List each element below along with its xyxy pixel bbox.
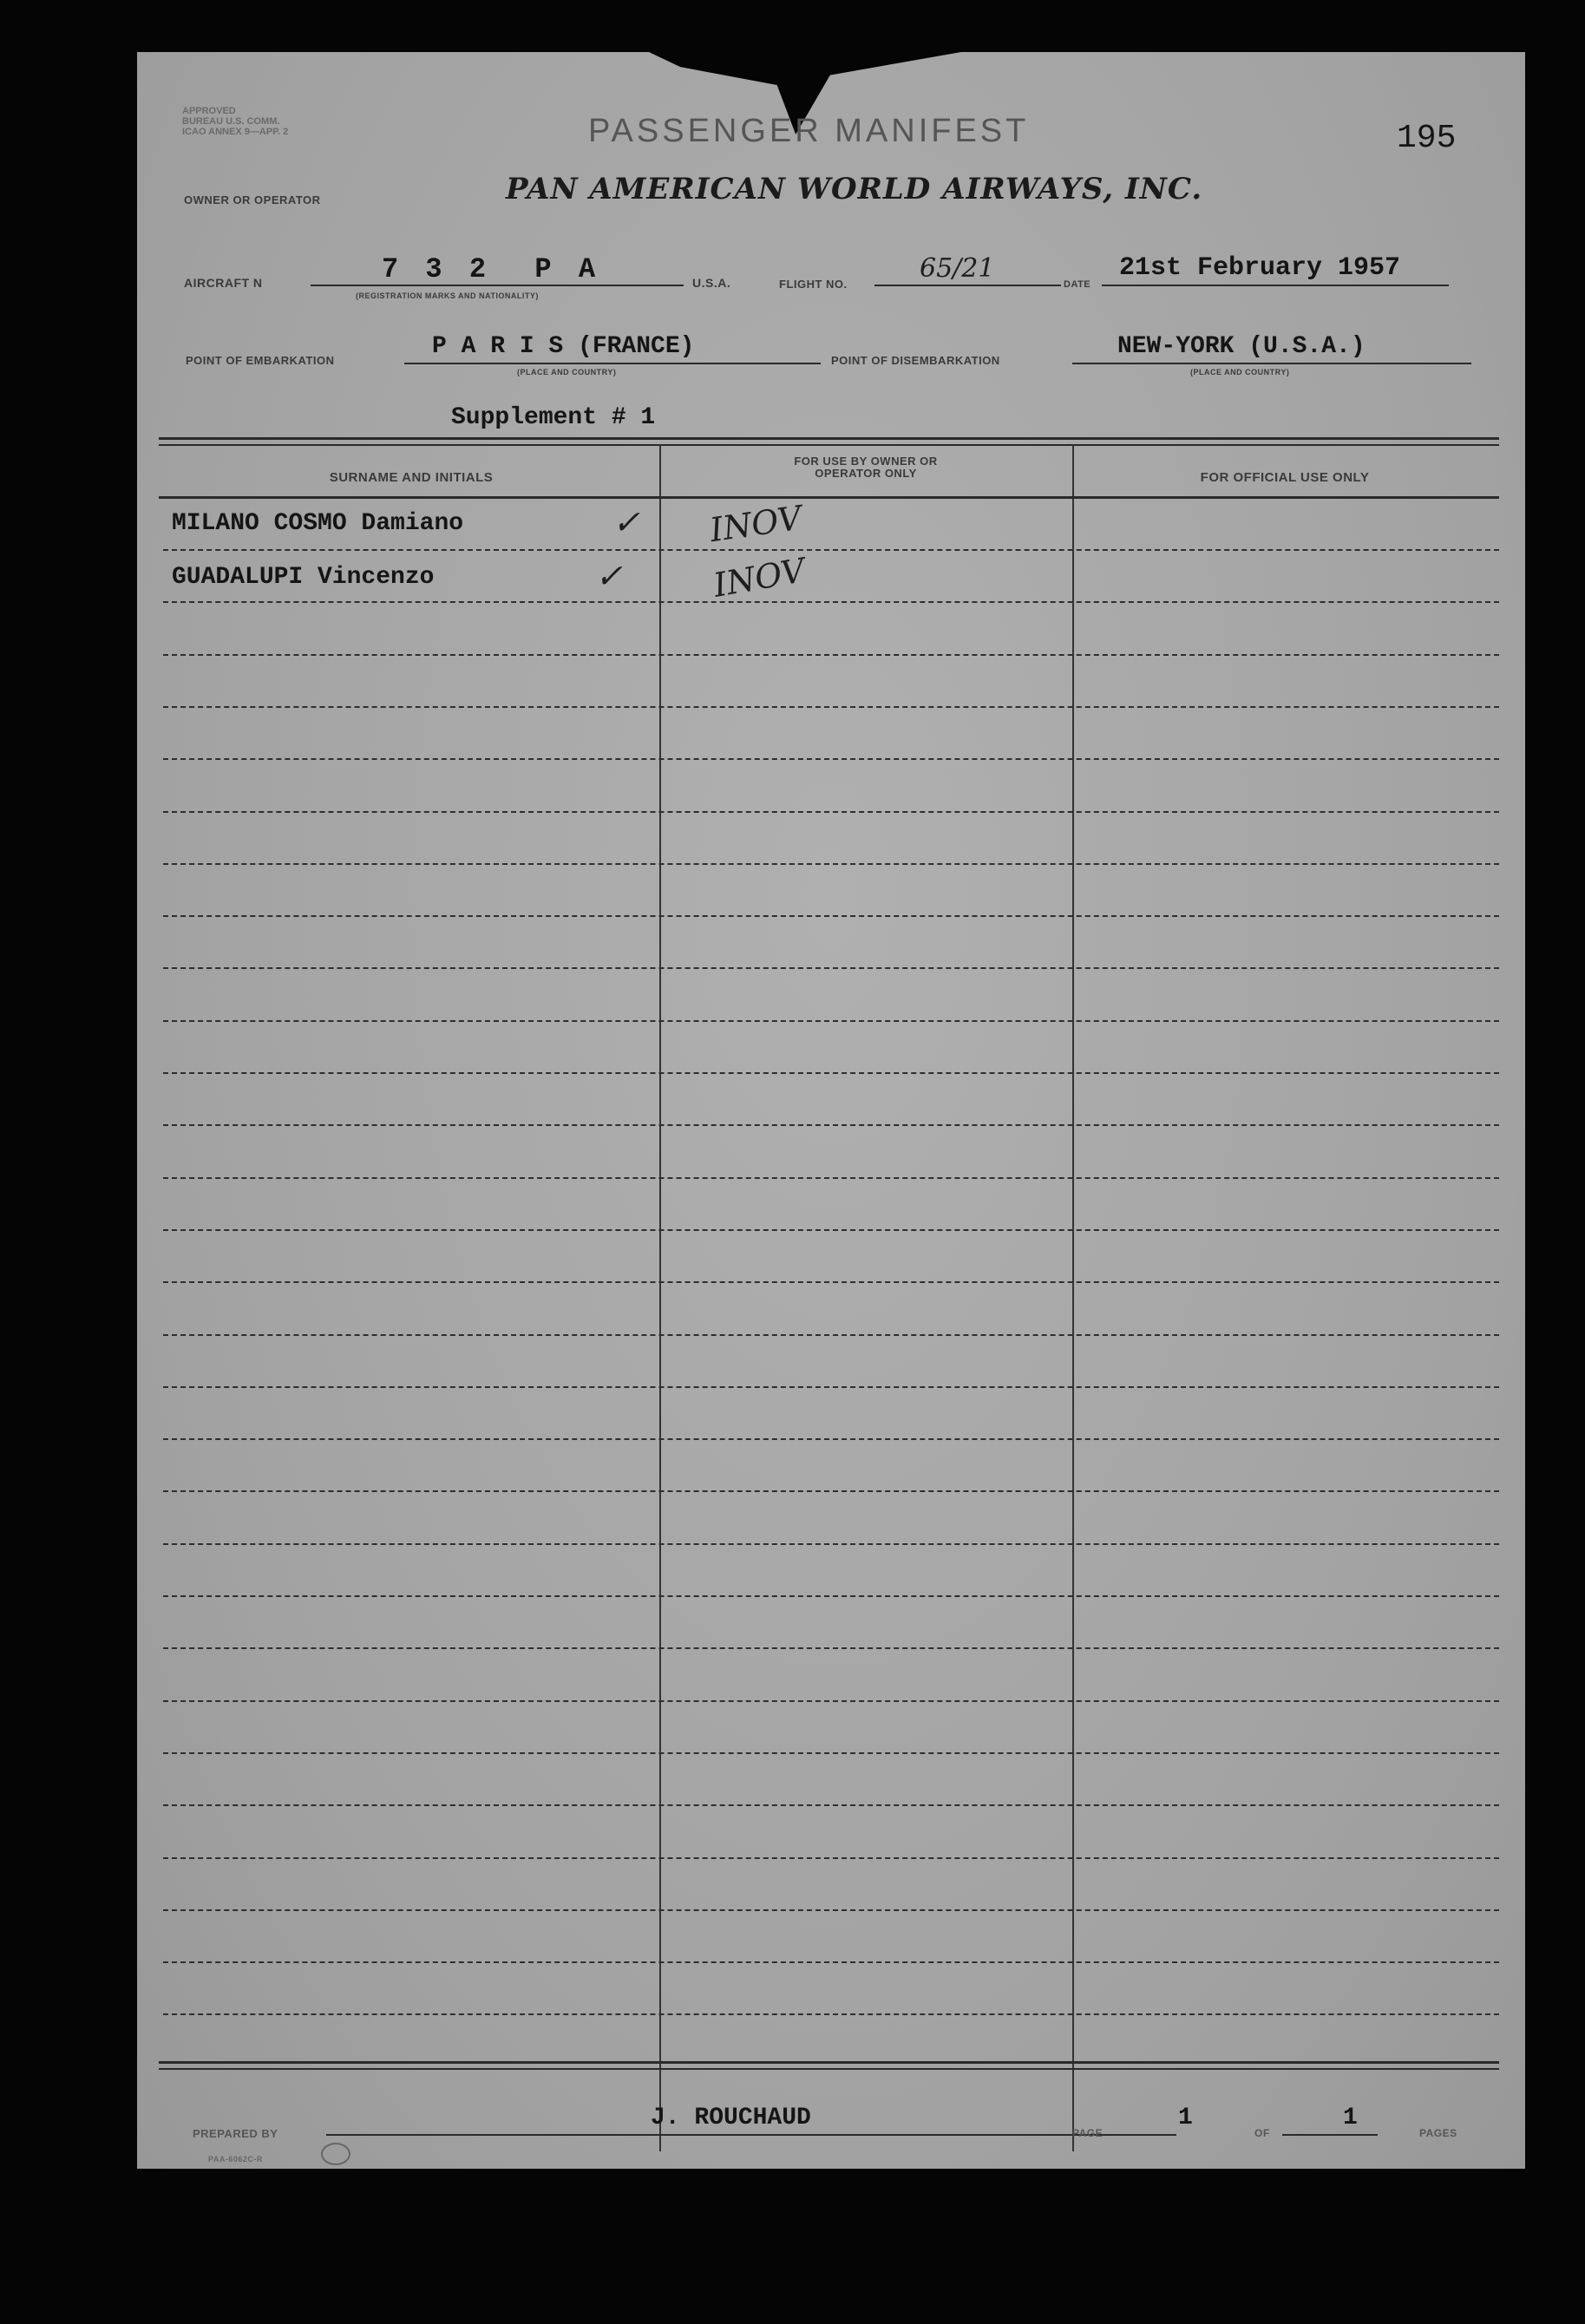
table-row-line [163, 811, 1499, 813]
form-title: PASSENGER MANIFEST [588, 113, 1030, 149]
embarkation-label: POINT OF EMBARKATION [186, 354, 335, 367]
manifest-sheet [137, 52, 1525, 2169]
supplement-note: Supplement # 1 [451, 404, 656, 431]
disembarkation-value: NEW-YORK (U.S.A.) [1117, 333, 1366, 360]
table-row-line [163, 1595, 1499, 1597]
table-row-line [163, 1700, 1499, 1702]
check-mark-1: ✓ [612, 503, 640, 541]
table-row-line [163, 1334, 1499, 1336]
table-row-line [163, 654, 1499, 656]
registration-caption: (REGISTRATION MARKS AND NATIONALITY) [356, 291, 539, 300]
passenger-name-1: MILANO COSMO Damiano [172, 510, 464, 537]
embarkation-underline [404, 363, 821, 364]
page-label: PAGE [1072, 2127, 1104, 2139]
table-row-line [163, 915, 1499, 917]
table-row-line [163, 863, 1499, 865]
approval-line: APPROVED [182, 106, 236, 116]
form-code: PAA-6062C-R [208, 2155, 263, 2164]
page-stamp-number: 195 [1397, 120, 1457, 157]
table-row-line [163, 1490, 1499, 1492]
table-row-line [163, 1752, 1499, 1754]
table-row-line [163, 758, 1499, 760]
of-label: OF [1254, 2127, 1270, 2139]
header-surname: SURNAME AND INITIALS [329, 470, 494, 485]
disembarkation-underline [1072, 363, 1471, 364]
embarkation-value: P A R I S (FRANCE) [432, 333, 695, 360]
table-row-line [163, 2013, 1499, 2015]
approval-line: BUREAU U.S. COMM. [182, 116, 280, 127]
table-row-line [163, 1857, 1499, 1859]
owner-note-1: INOV [707, 498, 804, 550]
table-row-line [163, 1124, 1499, 1126]
date-label: DATE [1064, 279, 1091, 290]
table-row-line [163, 601, 1499, 603]
column-divider-1 [659, 444, 661, 2151]
prepared-value: J. ROUCHAUD [651, 2105, 811, 2131]
of-value: 1 [1343, 2105, 1358, 2131]
check-mark-2: ✓ [595, 557, 623, 595]
table-row-line [163, 549, 1499, 551]
airline-name: PAN AMERICAN WORLD AIRWAYS, INC. [506, 172, 1203, 206]
table-row-line [163, 1804, 1499, 1806]
column-divider-2 [1072, 444, 1074, 2151]
header-official-use: FOR OFFICIAL USE ONLY [1200, 470, 1370, 485]
approval-note [182, 106, 288, 137]
aircraft-value: 7 3 2 P A [382, 253, 601, 285]
date-underline [1102, 285, 1449, 286]
pages-label: PAGES [1419, 2127, 1457, 2139]
flight-label: FLIGHT NO. [779, 278, 848, 291]
owner-note-2: INOV [710, 551, 809, 605]
table-row-line [163, 1438, 1499, 1440]
passenger-name-2: GUADALUPI Vincenzo [172, 564, 435, 591]
approval-line: ICAO ANNEX 9—APP. 2 [182, 127, 289, 137]
table-row-line [163, 1909, 1499, 1911]
table-row-line [163, 1177, 1499, 1179]
table-bottom-rule-2 [159, 2068, 1499, 2070]
prepared-underline [326, 2134, 1176, 2136]
flight-value: 65/21 [920, 253, 995, 284]
table-row-line [163, 1229, 1499, 1231]
table-row-line [163, 1020, 1499, 1022]
table-row-line [163, 706, 1499, 708]
owner-label: OWNER OR OPERATOR [184, 193, 321, 206]
table-bottom-rule [159, 2061, 1499, 2064]
disembarkation-caption: (PLACE AND COUNTRY) [1190, 368, 1290, 376]
table-top-rule [159, 437, 1499, 440]
table-row-line [163, 1647, 1499, 1649]
table-row-line [163, 1281, 1499, 1283]
header-bottom-rule [159, 496, 1499, 499]
header-owner-use: FOR USE BY OWNER OR OPERATOR ONLY [794, 455, 938, 480]
disembarkation-label: POINT OF DISEMBARKATION [831, 354, 1000, 367]
printer-seal-icon [321, 2143, 350, 2165]
prepared-label: PREPARED BY [193, 2127, 278, 2140]
aircraft-label: AIRCRAFT N [184, 276, 263, 290]
date-value: 21st February 1957 [1119, 253, 1401, 283]
usa-label: U.S.A. [692, 276, 731, 290]
flight-underline [874, 285, 1061, 286]
table-row-line [163, 967, 1499, 969]
page-value: 1 [1178, 2105, 1193, 2131]
embarkation-caption: (PLACE AND COUNTRY) [517, 368, 617, 376]
of-underline [1282, 2134, 1378, 2136]
table-row-line [163, 1386, 1499, 1388]
table-top-rule-2 [159, 444, 1499, 446]
table-row-line [163, 1961, 1499, 1963]
table-row-line [163, 1543, 1499, 1545]
table-row-line [163, 1072, 1499, 1074]
